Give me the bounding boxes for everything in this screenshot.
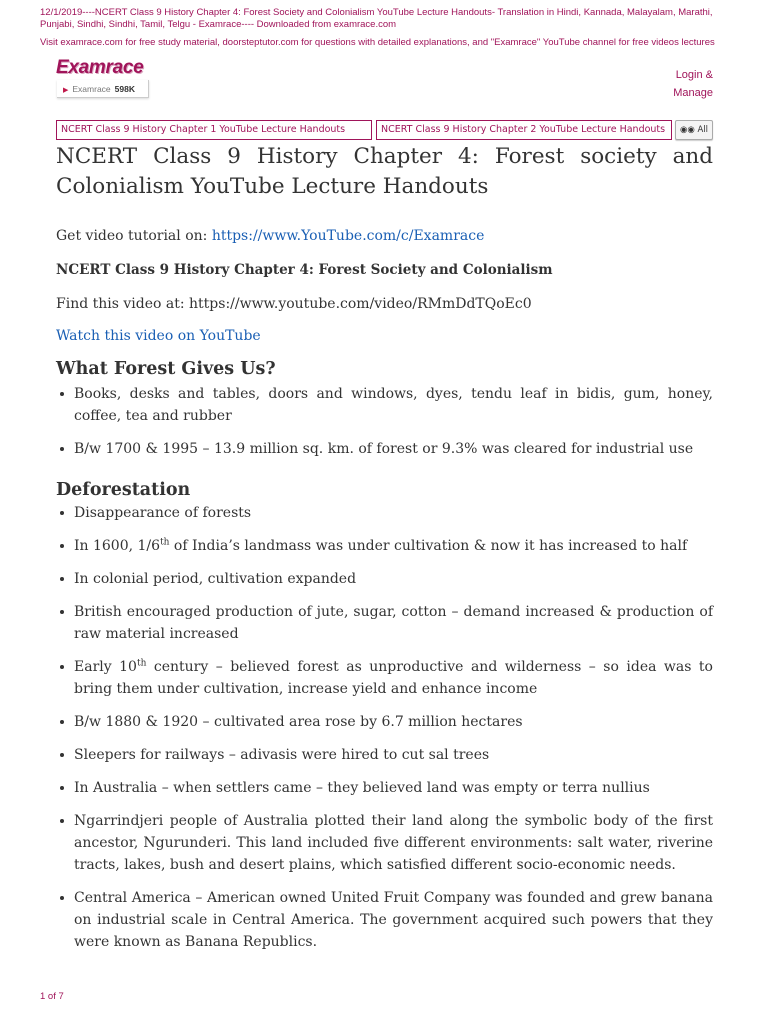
section-heading-deforestation: Deforestation	[56, 480, 191, 500]
list-item-text: Early 10	[74, 659, 137, 675]
list-item: In colonial period, cultivation expanded	[74, 568, 713, 590]
list-item: Ngarrindjeri people of Australia plotted their land along the symbolic body of the first ancestor, Ngurunderi. This land included five different environments: salt water, riverine tracts, lakes, bush and desert plains, which satisfied different socio-economic needs.	[74, 810, 713, 876]
video-tutorial-prefix: Get video tutorial on:	[56, 228, 212, 244]
forest-gives-list	[56, 383, 713, 460]
list-item: Central America – American owned United Fruit Company was founded and grew banana on industrial scale in Central America. The government acquired such powers that they were known as Banana Republics.	[74, 887, 713, 953]
list-item	[74, 535, 713, 557]
youtube-subscribe-widget[interactable]	[57, 80, 149, 98]
list-item-text: century – believed forest as unproductive and wilderness – so idea was to bring them under cultivation, increase yield and enhance income	[74, 659, 713, 697]
related-handouts-bar	[56, 120, 713, 140]
manage-link[interactable]: Manage	[673, 87, 713, 99]
article-subtitle: NCERT Class 9 History Chapter 4: Forest Society and Colonialism	[56, 262, 553, 278]
list-item: British encouraged production of jute, sugar, cotton – demand increased & production of raw material increased	[74, 601, 713, 645]
superscript: th	[136, 658, 147, 669]
watch-on-youtube-link[interactable]: Watch this video on YouTube	[56, 328, 261, 344]
list-item: Books, desks and tables, doors and windows, dyes, tendu leaf in bidis, gum, honey, coffee, tea and rubber	[74, 383, 713, 427]
section-heading-forest-gives: What Forest Gives Us?	[56, 359, 276, 379]
list-item: Disappearance of forests	[74, 502, 713, 524]
list-item-text: In 1600, 1/6	[74, 538, 161, 554]
superscript: th	[160, 537, 170, 548]
list-item: In Australia – when settlers came – they believed land was empty or terra nullius	[74, 777, 713, 799]
binoculars-icon: ◉◉	[679, 125, 695, 135]
list-item: Sleepers for railways – adivasis were hired to cut sal trees	[74, 744, 713, 766]
list-item	[74, 656, 713, 700]
page-number: 1 of 7	[40, 991, 64, 1002]
visit-header-line: Visit examrace.com for free study material, doorsteptutor.com for questions with detailed explanations, and "Examrace" YouTube channel for free videos lectures	[40, 37, 715, 48]
deforestation-list	[56, 502, 713, 953]
login-link[interactable]: Login &	[675, 69, 713, 81]
list-item: B/w 1700 & 1995 – 13.9 million sq. km. of forest or 9.3% was cleared for industrial use	[74, 438, 713, 460]
youtube-play-icon: ▶	[63, 87, 69, 94]
find-video-line: Find this video at: https://www.youtube.com/video/RMmDdTQoEc0	[56, 296, 532, 312]
list-item-text: of India’s landmass was under cultivation & now it has increased to half	[169, 538, 688, 554]
download-header-line: 12/1/2019----NCERT Class 9 History Chapter 4: Forest Society and Colonialism YouTube Lecture Handouts- Translation in Hindi, Kannada, Malayalam, Marathi, Punjabi, Sindhi, Sindhi, Tamil, Telgu - Examrace---- Downloaded from examrace.com	[40, 7, 713, 30]
login-manage-link[interactable]	[673, 66, 713, 102]
youtube-channel-link[interactable]: https://www.YouTube.com/c/Examrace	[211, 228, 485, 244]
article	[56, 142, 713, 964]
tab-chapter-2[interactable]: NCERT Class 9 History Chapter 2 YouTube Lecture Handouts	[376, 120, 672, 140]
all-button[interactable]	[675, 120, 713, 140]
tab-chapter-1[interactable]: NCERT Class 9 History Chapter 1 YouTube Lecture Handouts	[56, 120, 372, 140]
page-title: NCERT Class 9 History Chapter 4: Forest society and Colonialism YouTube Lecture Handouts	[56, 144, 713, 199]
youtube-channel-label: Examrace	[72, 84, 111, 94]
all-button-label: All	[697, 125, 709, 135]
video-tutorial-line	[56, 225, 713, 247]
subscriber-count: 598K	[114, 84, 135, 94]
examrace-logo[interactable]: Examrace	[56, 57, 144, 78]
list-item: B/w 1880 & 1920 – cultivated area rose by 6.7 million hectares	[74, 711, 713, 733]
